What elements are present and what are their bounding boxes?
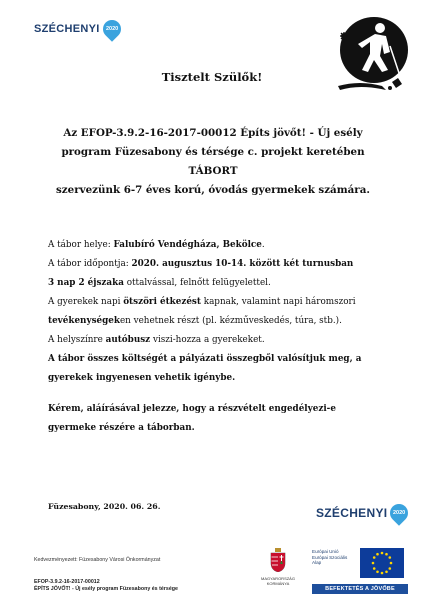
location-end: . xyxy=(261,240,265,250)
request-text-2: gyermeke részére a táborban. xyxy=(48,423,195,433)
map-pin-icon xyxy=(387,500,412,525)
bus-text-a: A helyszínre xyxy=(48,335,106,345)
meals-text-b: kapnak, valamint napi háromszori xyxy=(200,297,356,307)
activities-rest: en vehetnek részt (pl. kézműveskedés, túra, stb.). xyxy=(119,316,342,326)
request-line-2 xyxy=(48,419,378,438)
request-text-1: Kérem, aláírásával jelezze, hogy a részvételt engedélyezi-e xyxy=(48,404,336,414)
project-line-3: TÁBORT xyxy=(188,165,238,177)
letter-date: Füzesabony, 2020. 06. 26. xyxy=(48,502,161,511)
dates-label: A tábor időpontja: xyxy=(48,259,132,269)
costs-line-1 xyxy=(48,350,378,369)
coat-of-arms-icon xyxy=(269,548,287,572)
logo-year: 2020 xyxy=(105,26,118,32)
nights-rest: ottalvással, felnőtt felügyelettel. xyxy=(123,278,271,288)
request-line-1 xyxy=(48,400,378,419)
nights-value: 3 nap 2 éjszaka xyxy=(48,278,124,288)
project-line-4: szervezünk 6-7 éves korú, óvodás gyermekek számára. xyxy=(56,184,370,196)
beneficiary-note: Kedvezményezett: Füzesabony Városi Önkormányzat xyxy=(34,557,161,563)
project-code-block xyxy=(34,579,178,593)
dates-line xyxy=(48,255,378,274)
costs-line-2 xyxy=(48,369,378,388)
activities-line xyxy=(48,312,378,331)
nights-line xyxy=(48,274,378,293)
government-crest xyxy=(252,548,304,586)
eu-flag-icon xyxy=(360,548,404,578)
letter-body xyxy=(48,236,378,438)
investing-banner: BEFEKTETÉS A JÖVŐBE xyxy=(312,584,408,594)
szechenyi-logo-top xyxy=(34,20,121,38)
project-title: ÉPÍTS JÖVŐT! - Új esély program Füzesabony és térsége xyxy=(34,586,178,592)
bus-line xyxy=(48,331,378,350)
meals-line xyxy=(48,293,378,312)
activities-bold: tevékenységek xyxy=(48,316,120,326)
crest-label-2: KORMÁNYA xyxy=(266,581,290,586)
szechenyi-logo-bottom xyxy=(316,504,408,522)
eu-text xyxy=(312,546,358,584)
logo-brand-text: SZÉCHENYI xyxy=(34,23,100,35)
location-value: Falubíró Vendégháza, Bekölce xyxy=(113,240,262,250)
project-line-2: program Füzesabony és térsége c. projekt keretében xyxy=(61,146,365,158)
meals-bold: ötszöri étkezést xyxy=(123,297,201,307)
dates-value: 2020. augusztus 10-14. között két turnusban xyxy=(131,259,354,269)
location-line xyxy=(48,236,378,255)
bus-bold: autóbusz xyxy=(105,335,151,345)
eu-line-2: Európai Szociális xyxy=(312,554,348,560)
project-announcement xyxy=(48,124,378,200)
crest-label-1: MAGYARORSZÁG xyxy=(261,576,295,581)
costs-text-1: A tábor összes költségét a pályázati összegből valósítjuk meg, a xyxy=(48,354,362,364)
eu-line-3: Alap xyxy=(312,560,322,566)
project-line-1: Az EFOP-3.9.2-16-2017-00012 Építs jövőt! - Új esély xyxy=(63,127,363,139)
costs-text-2: gyerekek ingyenesen vehetik igénybe. xyxy=(48,373,236,383)
logo-brand-text: SZÉCHENYI xyxy=(316,506,388,520)
eu-logo xyxy=(312,546,406,584)
eu-line-1: Európai Unió xyxy=(312,549,339,554)
location-label: A tábor helye: xyxy=(48,240,114,250)
map-pin-icon xyxy=(99,16,124,41)
meals-text-a: A gyerekek napi xyxy=(48,297,124,307)
logo-year: 2020 xyxy=(393,510,406,516)
project-code: EFOP-3.9.2-16-2017-00012 xyxy=(34,579,100,585)
greeting-heading: Tisztelt Szülők! xyxy=(161,70,263,84)
bus-text-b: viszi-hozza a gyerekeket. xyxy=(150,335,265,345)
